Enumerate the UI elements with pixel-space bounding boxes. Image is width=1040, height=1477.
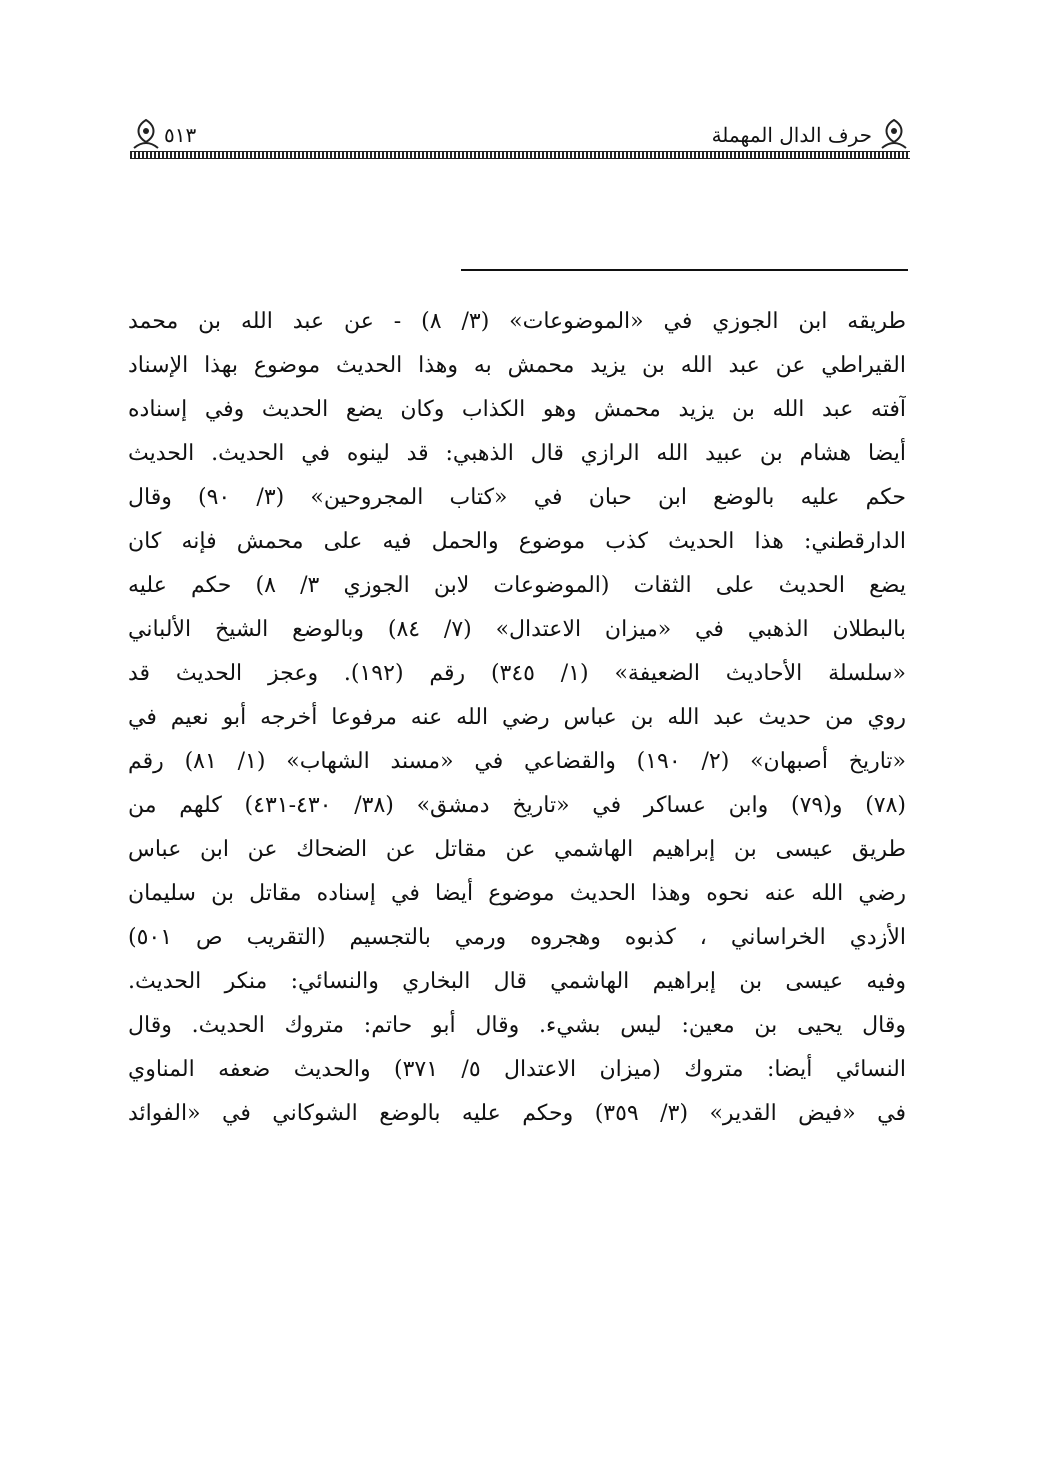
header-title: حرف الدال المهملة: [711, 123, 872, 147]
text-line: رضي الله عنه نحوه وهذا الحديث موضوع أيضا في إسناده مقاتل بن سليمان: [128, 881, 906, 906]
text-line: آفته عبد الله بن يزيد محمش وهو الكذاب وكان يضع الحديث وفي إسناده: [128, 397, 906, 422]
text-line: في «فيض القدير» (٣/ ٣٥٩) وحكم عليه بالوضع الشوكاني في «الفوائد: [128, 1101, 906, 1126]
page-number: ٥١٣: [164, 123, 197, 147]
ornament-icon: [878, 118, 910, 152]
header-rule: [130, 151, 910, 159]
text-line: حكم عليه بالوضع ابن حبان في «كتاب المجروحين» (٣/ ٩٠) وقال: [128, 485, 906, 510]
text-line: (٧٨) و(٧٩) وابن عساكر في «تاريخ دمشق» (٣٨/ ٤٣٠-٤٣١) كلهم من: [128, 793, 906, 818]
text-line: روي من حديث عبد الله بن عباس رضي الله عنه مرفوعا أخرجه أبو نعيم في: [128, 705, 906, 730]
text-line: بالبطلان الذهبي في «ميزان الاعتدال» (٧/ ٨٤) وبالوضع الشيخ الألباني: [128, 617, 906, 642]
text-line: طريق عيسى بن إبراهيم الهاشمي عن مقاتل عن الضحاك عن ابن عباس: [128, 837, 906, 862]
text-line: الأزدي الخراساني ، كذبوه وهجروه ورمي بالتجسيم (التقريب ص ٥٠١): [128, 925, 906, 950]
text-line: يضع الحديث على الثقات (الموضوعات لابن الجوزي ٣/ ٨) حكم عليه: [128, 573, 906, 598]
text-line: أيضا هشام بن عبيد الله الرازي قال الذهبي: قد لينوه في الحديث. الحديث: [128, 441, 906, 466]
text-line: وفيه عيسى بن إبراهيم الهاشمي قال البخاري والنسائي: منكر الحديث.: [128, 969, 906, 994]
text-line: «تاريخ أصبهان» (٢/ ١٩٠) والقضاعي في «مسند الشهاب» (١/ ٨١) رقم: [128, 749, 906, 774]
page-header: [130, 118, 910, 162]
ornament-icon: [130, 118, 162, 152]
text-line: النسائي أيضا: متروك (ميزان الاعتدال ٥/ ٣٧١) والحديث ضعفه المناوي: [128, 1057, 906, 1082]
footnote-separator: [461, 269, 908, 271]
text-line: القيراطي عن عبد الله بن يزيد محمش به وهذا الحديث موضوع بهذا الإسناد: [128, 353, 906, 378]
text-line: وقال يحيى بن معين: ليس بشيء. وقال أبو حاتم: متروك الحديث. وقال: [128, 1013, 906, 1038]
text-line: طريقه ابن الجوزي في «الموضوعات» (٣/ ٨) - عن عبد الله بن محمد: [128, 309, 906, 334]
text-line: الدارقطني: هذا الحديث كذب موضوع والحمل فيه على محمش فإنه كان: [128, 529, 906, 554]
text-line: «سلسلة الأحاديث الضعيفة» (١/ ٣٤٥) رقم (١٩٢). وعجز الحديث قد: [128, 661, 906, 686]
footnote-body: [128, 300, 906, 1136]
